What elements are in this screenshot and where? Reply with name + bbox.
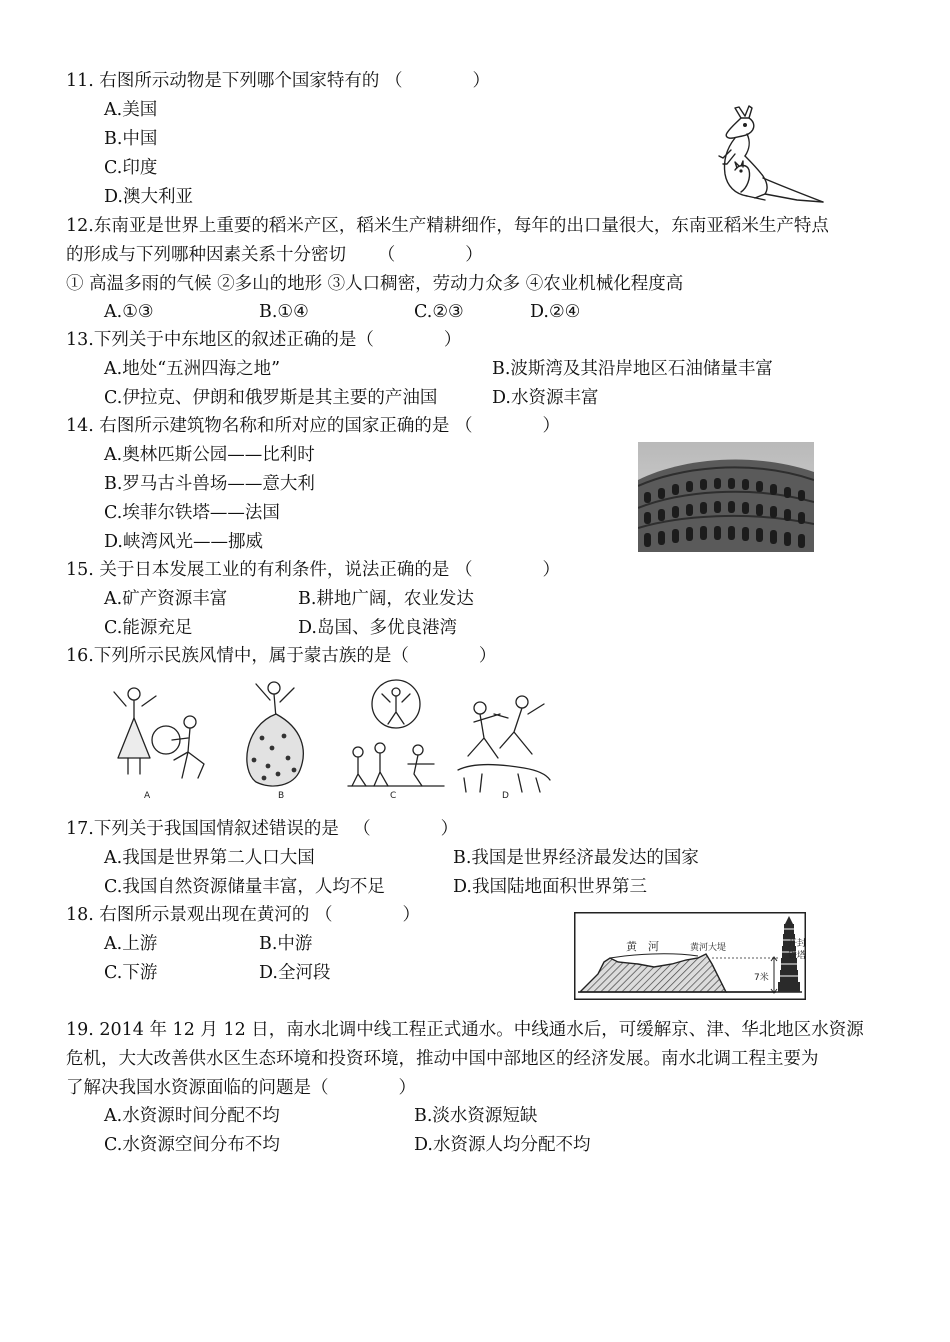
- question-19-stem-line-3: 了解决我国水资源面临的问题是（ ）: [66, 1078, 416, 1098]
- q19-option-c: C.水资源空间分布不均: [104, 1135, 280, 1155]
- question-12-statements: ① 高温多雨的气候 ②多山的地形 ③人口稠密，劳动力众多 ④农业机械化程度高: [66, 274, 684, 294]
- q19-option-b: B.淡水资源短缺: [414, 1106, 538, 1126]
- q12-option-c: C.②③: [414, 302, 464, 322]
- q19-option-a: A.水资源时间分配不均: [104, 1106, 280, 1126]
- q14-option-c: C.埃菲尔铁塔——法国: [104, 503, 280, 523]
- diagram-label-height: 7米: [754, 973, 769, 983]
- question-16-stem: 16.下列所示民族风情中，属于蒙古族的是（ ）: [66, 646, 497, 666]
- q18-option-c: C.下游: [104, 963, 158, 983]
- q15-option-c: C.能源充足: [104, 618, 193, 638]
- ethnic-customs-figure: [104, 674, 552, 804]
- q17-option-c: C.我国自然资源储量丰富，人均不足: [104, 877, 385, 897]
- q18-option-b: B.中游: [259, 934, 313, 954]
- diagram-label-tower-line-2: 铁塔: [788, 951, 806, 961]
- q17-option-b: B.我国是世界经济最发达的国家: [453, 848, 699, 868]
- question-17-stem: 17.下列关于我国国情叙述错误的是 （ ）: [66, 819, 459, 839]
- q11-option-d: D.澳大利亚: [104, 187, 193, 207]
- diagram-label-levee: 黄河大堤: [690, 943, 727, 953]
- question-12-stem-line-2: 的形成与下列哪种因素关系十分密切 （ ）: [66, 245, 483, 265]
- q11-option-c: C.印度: [104, 158, 158, 178]
- q19-option-d: D.水资源人均分配不均: [414, 1135, 591, 1155]
- q12-option-a: A.①③: [104, 302, 154, 322]
- q11-option-a: A.美国: [104, 100, 158, 120]
- q11-option-b: B.中国: [104, 129, 158, 149]
- q13-option-a: A.地处“五洲四海之地”: [104, 359, 281, 379]
- question-19-stem-line-2: 危机，大大改善供水区生态环境和投资环境，推动中国中部地区的经济发展。南水北调工程主要为: [66, 1049, 819, 1069]
- colosseum-photo: [638, 442, 814, 552]
- q15-option-d: D.岛国、多优良港湾: [298, 618, 457, 638]
- q18-option-d: D.全河段: [259, 963, 331, 983]
- question-11-stem: 11. 右图所示动物是下列哪个国家特有的 （ ）: [66, 71, 490, 91]
- q14-option-d: D.峡湾风光——挪威: [104, 532, 263, 552]
- question-14-stem: 14. 右图所示建筑物名称和所对应的国家正确的是 （ ）: [66, 416, 560, 436]
- q17-option-d: D.我国陆地面积世界第三: [453, 877, 647, 897]
- figure-label-b: B: [278, 791, 285, 801]
- q13-option-b: B.波斯湾及其沿岸地区石油储量丰富: [492, 359, 773, 379]
- q18-option-a: A.上游: [104, 934, 158, 954]
- q17-option-a: A.我国是世界第二人口大国: [104, 848, 315, 868]
- question-19-stem-line-1: 19. 2014 年 12 月 12 日，南水北调中线工程正式通水。中线通水后，可缓解京、津、华北地区水资源: [66, 1020, 864, 1040]
- q12-option-b: B.①④: [259, 302, 309, 322]
- question-13-stem: 13.下列关于中东地区的叙述正确的是（ ）: [66, 330, 462, 350]
- q12-option-d: D.②④: [530, 302, 581, 322]
- figure-label-c: C: [390, 791, 397, 801]
- q15-option-a: A.矿产资源丰富: [104, 589, 228, 609]
- diagram-label-tower-line-1: 开封: [788, 939, 806, 949]
- figure-label-d: D: [502, 791, 509, 801]
- question-15-stem: 15. 关于日本发展工业的有利条件，说法正确的是 （ ）: [66, 560, 560, 580]
- q13-option-d: D.水资源丰富: [492, 388, 599, 408]
- kangaroo-image: [705, 104, 827, 206]
- question-18-stem: 18. 右图所示景观出现在黄河的 （ ）: [66, 905, 420, 925]
- diagram-label-river: 黄 河: [626, 940, 659, 953]
- question-12-stem-line-1: 12.东南亚是世界上重要的稻米产区，稻米生产精耕细作，每年的出口量很大，东南亚稻米生产特点: [66, 216, 829, 236]
- yellow-river-levee-diagram: [574, 912, 806, 1000]
- q14-option-a: A.奥林匹斯公园——比利时: [104, 445, 315, 465]
- q13-option-c: C.伊拉克、伊朗和俄罗斯是其主要的产油国: [104, 388, 438, 408]
- figure-label-a: A: [144, 791, 151, 801]
- q15-option-b: B.耕地广阔，农业发达: [298, 589, 474, 609]
- q14-option-b: B.罗马古斗兽场——意大利: [104, 474, 315, 494]
